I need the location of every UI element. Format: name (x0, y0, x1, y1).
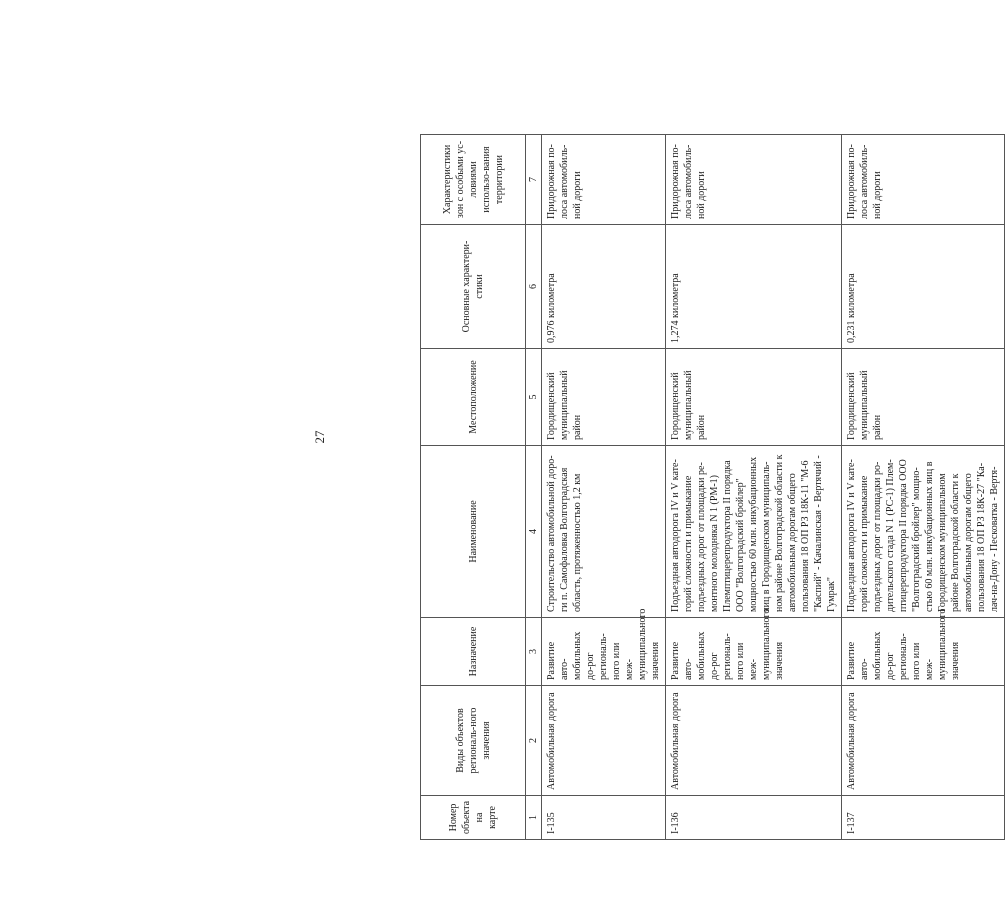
object-number: I-137 (842, 796, 1005, 840)
object-characteristics: 1,274 километра (666, 225, 842, 349)
table-row (842, 135, 1005, 840)
table-row (666, 135, 842, 840)
column-number: 3 (526, 618, 542, 686)
object-purpose: Развитие авто-мобильных до-рог региональ-ного или меж-муниципального значения (666, 618, 842, 686)
object-name: Строительство автомобильной доро-ги п. Самофаловка Волгоградская область, протяженностью 1,2 км (542, 446, 666, 618)
object-number: I-136 (666, 796, 842, 840)
column-number-row (526, 135, 542, 840)
object-zones: Придорожная по-лоса автомобиль-ной дороги (542, 135, 666, 225)
object-purpose: Развитие авто-мобильных до-рог региональ-ного или меж-муниципального значения (542, 618, 666, 686)
object-name: Подъездная автодорога IV и V кате-горий сложности и примыкание подъездных дорог от площадки ро-дительского стада N 1 (РС-1) Плем-птицерепродуктора II порядка ООО "Волгоградский бройлер" мощно-стью 60 млн. инкубационных яиц в Городищенском муниципальном районе Волгоградской области к автомобильным дорогам общего пользования 18 ОП РЗ 18К-27 "Ка-лач-на-Дону - Песковатка - Вертя- (842, 446, 1005, 618)
column-number: 5 (526, 349, 542, 446)
header-cell: Наименование (421, 446, 526, 618)
page-number: 27 (312, 430, 327, 444)
rotated-table-container (420, 135, 1000, 840)
objects-table (420, 134, 1005, 840)
object-type: Автомобильная дорога (542, 686, 666, 796)
object-number: I-135 (542, 796, 666, 840)
header-cell: Основные характери-стики (421, 225, 526, 349)
header-cell: Характеристики зон с особыми ус-ловиями использо-вания территории (421, 135, 526, 225)
header-cell: Местоположение (421, 349, 526, 446)
object-zones: Придорожная по-лоса автомобиль-ной дороги (842, 135, 1005, 225)
table-header-row (421, 135, 526, 840)
object-type: Автомобильная дорога (842, 686, 1005, 796)
object-zones: Придорожная по-лоса автомобиль-ной дороги (666, 135, 842, 225)
object-characteristics: 0,976 километра (542, 225, 666, 349)
object-location: Городищенский муниципальный район (666, 349, 842, 446)
column-number: 4 (526, 446, 542, 618)
header-cell: Виды объектов региональ-ного значения (421, 686, 526, 796)
header-cell: Назначение (421, 618, 526, 686)
column-number: 1 (526, 796, 542, 840)
column-number: 6 (526, 225, 542, 349)
object-type: Автомобильная дорога (666, 686, 842, 796)
column-number: 7 (526, 135, 542, 225)
object-purpose: Развитие авто-мобильных до-рог региональ-ного или меж-муниципального значения (842, 618, 1005, 686)
object-location: Городищенский муниципальный район (542, 349, 666, 446)
table-row (542, 135, 666, 840)
header-cell: Номер объекта на карте (421, 796, 526, 840)
object-location: Городищенский муниципальный район (842, 349, 1005, 446)
object-name: Подъездная автодорога IV и V кате-горий сложности и примыкание подъездных дорог от площадки ре-монтного молодняка N 1 (РМ-1) Племптицерепродуктора II порядка ООО "Волгоградский бройлер" мощностью 60 млн. инкубационных яиц в Городищенском муниципаль-ном районе Волгоградской области к автомобильным дорогам общего пользования 18 ОП РЗ 18К-11 "М-6 "Каспий" - Качалинская - Вертячий - Гумрак" (666, 446, 842, 618)
object-characteristics: 0,231 километра (842, 225, 1005, 349)
column-number: 2 (526, 686, 542, 796)
